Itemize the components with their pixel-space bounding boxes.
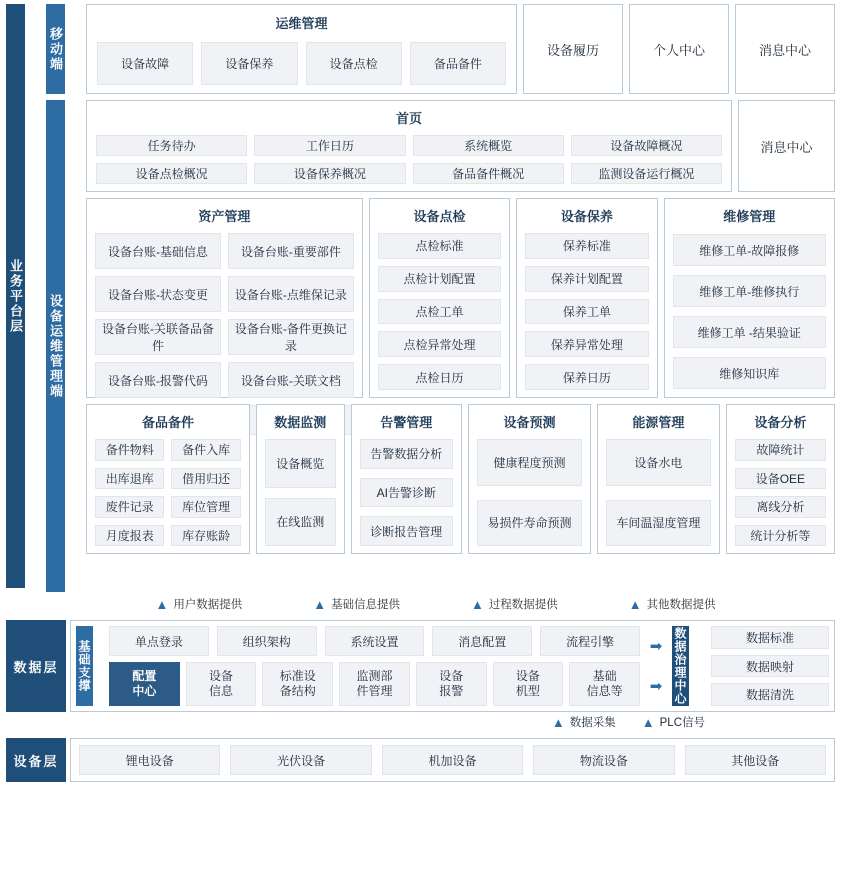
data-bottom-item-line1: 监测部 <box>356 669 393 683</box>
equipment-item[interactable]: 锂电设备 <box>79 745 220 775</box>
data-monitor-body <box>265 439 336 546</box>
up-arrow-icon: ▲ <box>641 714 655 730</box>
repair-item[interactable]: 维修工单 -结果验证 <box>673 316 826 348</box>
data-bottom-item-line2: 信息 <box>209 684 234 698</box>
data-monitor-title: 数据监测 <box>274 415 327 430</box>
maintenance-body <box>525 233 648 390</box>
data-bottom-item-line1: 设备 <box>439 669 464 683</box>
mobile-label-wrap <box>46 4 80 94</box>
home-item[interactable]: 系统概览 <box>413 135 564 156</box>
mobile-ops-item[interactable]: 设备保养 <box>201 42 297 85</box>
data-bottom-item-line2: 机型 <box>515 684 540 698</box>
equipment-layer-label-wrap <box>6 738 66 782</box>
equipment-layer-section <box>6 738 835 782</box>
home-item[interactable]: 监测设备运行概况 <box>571 163 722 184</box>
business-layer-label-wrap <box>6 4 42 592</box>
governance-item[interactable]: 数据标准 <box>711 626 829 649</box>
home-message-center[interactable]: 消息中心 <box>738 100 835 192</box>
data-bottom-item[interactable] <box>186 662 257 706</box>
predict-panel <box>468 404 591 554</box>
business-layer-content <box>46 4 835 592</box>
spare-item[interactable]: 备件物料 <box>95 439 164 461</box>
spare-parts-panel <box>86 404 250 554</box>
governance-label-wrap <box>672 626 706 706</box>
collect-label: PLC信号 <box>659 717 705 729</box>
equipment-layer-label: 设备层 <box>6 738 66 782</box>
data-bottom-item-line1: 设备 <box>515 669 540 683</box>
alarm-title: 告警管理 <box>380 415 433 430</box>
data-bottom-item[interactable] <box>493 662 564 706</box>
governance-arrows <box>645 626 667 706</box>
base-support-label-wrap <box>76 626 104 706</box>
energy-title: 能源管理 <box>632 415 685 430</box>
maintenance-item[interactable]: 保养异常处理 <box>525 331 648 357</box>
collect-label: 数据采集 <box>569 717 616 729</box>
home-title: 首页 <box>395 111 422 126</box>
data-layer-label: 数据层 <box>6 620 66 712</box>
data-bottom-item[interactable] <box>569 662 640 706</box>
spare-item[interactable]: 库位管理 <box>171 496 240 518</box>
right-arrow-icon: ➡ <box>649 678 663 695</box>
spare-item[interactable]: 备件入库 <box>171 439 240 461</box>
data-bottom-item-line2: 信息等 <box>586 684 623 698</box>
up-arrow-icon: ▲ <box>470 596 484 612</box>
data-bottom-item[interactable] <box>262 662 333 706</box>
repair-item[interactable]: 维修工单-维修执行 <box>673 275 826 307</box>
home-item[interactable]: 设备故障概况 <box>571 135 722 156</box>
mobile-ops-grid <box>97 42 506 85</box>
collect-arrows-row <box>6 712 835 732</box>
data-layer-bottom-items <box>109 662 640 706</box>
data-layer-row <box>6 620 835 712</box>
energy-item[interactable]: 车间温湿度管理 <box>606 500 711 547</box>
equipment-item[interactable]: 物流设备 <box>533 745 674 775</box>
spare-parts-grid <box>95 439 241 546</box>
config-center[interactable] <box>109 662 180 706</box>
repair-panel <box>664 198 835 398</box>
data-layer-main <box>109 626 640 706</box>
mobile-extra-item[interactable]: 消息中心 <box>735 4 835 94</box>
home-item[interactable]: 设备保养概况 <box>254 163 405 184</box>
collect-arrow-item <box>642 714 705 730</box>
base-support-label: 基础支撑 <box>76 626 93 706</box>
inspection-item[interactable]: 点检标准 <box>378 233 501 259</box>
equipment-item[interactable]: 其他设备 <box>685 745 826 775</box>
business-layer-label: 业务平台层 <box>6 4 25 588</box>
data-bottom-item-line2: 报警 <box>439 684 464 698</box>
data-bottom-item[interactable] <box>339 662 410 706</box>
maintenance-item[interactable]: 保养计划配置 <box>525 266 648 292</box>
data-top-item[interactable]: 系统设置 <box>325 626 425 656</box>
analysis-title: 设备分析 <box>754 415 807 430</box>
data-layer-panel <box>70 620 835 712</box>
asset-item[interactable]: 设备台账-报警代码 <box>95 362 221 398</box>
asset-management-panel <box>86 198 363 398</box>
up-arrow-icon: ▲ <box>628 596 642 612</box>
provide-arrow-label: 过程数据提供 <box>488 599 558 611</box>
spare-item[interactable]: 库存账龄 <box>171 525 240 547</box>
inspection-item[interactable]: 点检计划配置 <box>378 266 501 292</box>
repair-body <box>673 233 826 390</box>
provide-arrow-label: 用户数据提供 <box>173 599 243 611</box>
device-ops-section <box>46 100 835 592</box>
extended-modules-section <box>86 404 835 554</box>
home-item[interactable]: 任务待办 <box>96 135 247 156</box>
collect-arrow-item <box>552 714 616 730</box>
home-grid <box>96 135 722 184</box>
core-modules-section <box>86 198 835 398</box>
asset-item[interactable]: 设备台账-状态变更 <box>95 276 221 312</box>
spare-item[interactable]: 月度报表 <box>95 525 164 547</box>
maintenance-panel <box>516 198 657 398</box>
alarm-body <box>360 439 453 546</box>
analysis-item[interactable]: 离线分析 <box>735 496 826 518</box>
data-bottom-item-line1: 设备 <box>209 669 234 683</box>
governance-label: 数据治理中心 <box>673 627 687 705</box>
asset-item[interactable]: 设备台账-重要部件 <box>228 233 354 269</box>
data-top-item[interactable]: 流程引擎 <box>540 626 640 656</box>
asset-item[interactable]: 设备台账-关联备品备件 <box>95 319 221 355</box>
asset-item[interactable]: 设备台账-基础信息 <box>95 233 221 269</box>
predict-body <box>477 439 582 546</box>
up-arrow-icon: ▲ <box>551 714 565 730</box>
home-panel <box>86 100 732 192</box>
data-bottom-item-line2: 备结构 <box>279 684 316 698</box>
asset-item[interactable]: 设备台账-点维保记录 <box>228 276 354 312</box>
provide-arrow-item <box>629 596 716 612</box>
mobile-main <box>86 4 835 94</box>
alarm-item[interactable]: 诊断报告管理 <box>360 516 453 546</box>
device-ops-main <box>86 100 835 592</box>
repair-item[interactable]: 维修工单-故障报修 <box>673 234 826 266</box>
up-arrow-icon: ▲ <box>155 596 169 612</box>
asset-management-title: 资产管理 <box>198 209 251 224</box>
inspection-item[interactable]: 点检工单 <box>378 299 501 325</box>
data-bottom-item-line1: 标准设 <box>279 669 316 683</box>
spare-item[interactable]: 借用归还 <box>171 468 240 490</box>
repair-title: 维修管理 <box>723 209 776 224</box>
data-layer-label-wrap <box>6 620 66 712</box>
mobile-ops-item[interactable]: 备品备件 <box>410 42 506 85</box>
provide-arrow-item <box>471 596 558 612</box>
maintenance-item[interactable]: 保养日历 <box>525 364 648 390</box>
mobile-ops-title: 运维管理 <box>275 16 328 31</box>
data-top-item[interactable]: 单点登录 <box>109 626 209 656</box>
asset-item[interactable]: 设备台账-关联文档 <box>228 362 354 398</box>
asset-item[interactable]: 设备台账-备件更换记录 <box>228 319 354 355</box>
data-layer-top-items <box>109 626 640 656</box>
mobile-section <box>46 4 835 94</box>
spare-parts-title: 备品备件 <box>141 415 194 430</box>
device-ops-label: 设备运维管理端 <box>46 100 65 592</box>
provide-arrows-row <box>0 592 841 616</box>
mobile-extra-item[interactable]: 设备履历 <box>523 4 623 94</box>
mobile-ops-panel <box>86 4 517 94</box>
data-monitor-item[interactable]: 设备概览 <box>265 439 336 488</box>
data-layer-section <box>0 620 841 782</box>
home-section <box>86 100 835 192</box>
config-center-line1: 配置 <box>132 669 157 683</box>
inspection-body <box>378 233 501 390</box>
provide-arrow-label: 其他数据提供 <box>646 599 716 611</box>
inspection-panel <box>369 198 510 398</box>
predict-title: 设备预测 <box>503 415 556 430</box>
inspection-item[interactable]: 点检日历 <box>378 364 501 390</box>
analysis-item[interactable]: 设备OEE <box>735 468 826 490</box>
data-monitor-item[interactable]: 在线监测 <box>265 498 336 547</box>
up-arrow-icon: ▲ <box>313 596 327 612</box>
energy-body <box>606 439 711 546</box>
spare-item[interactable]: 出库退库 <box>95 468 164 490</box>
home-item[interactable]: 工作日历 <box>254 135 405 156</box>
data-bottom-item-line2: 件管理 <box>356 684 393 698</box>
maintenance-item[interactable]: 保养标准 <box>525 233 648 259</box>
home-item[interactable]: 设备点检概况 <box>96 163 247 184</box>
governance-item[interactable]: 数据清洗 <box>711 683 829 706</box>
energy-item[interactable]: 设备水电 <box>606 439 711 486</box>
alarm-item[interactable]: 告警数据分析 <box>360 439 453 469</box>
predict-item[interactable]: 易损件寿命预测 <box>477 500 582 547</box>
governance-item[interactable]: 数据映射 <box>711 655 829 678</box>
right-arrow-icon: ➡ <box>649 638 663 655</box>
maintenance-item[interactable]: 保养工单 <box>525 299 648 325</box>
analysis-item[interactable]: 统计分析等 <box>735 525 826 547</box>
inspection-item[interactable]: 点检异常处理 <box>378 331 501 357</box>
provide-arrow-item <box>155 596 242 612</box>
alarm-item[interactable]: AI告警诊断 <box>360 478 453 508</box>
alarm-panel <box>351 404 462 554</box>
analysis-body <box>735 439 826 546</box>
data-top-item[interactable]: 消息配置 <box>432 626 532 656</box>
energy-panel <box>597 404 720 554</box>
home-item[interactable]: 备品备件概况 <box>413 163 564 184</box>
repair-item[interactable]: 维修知识库 <box>673 357 826 389</box>
device-ops-label-wrap <box>46 100 80 592</box>
data-bottom-item-line1: 基础 <box>592 669 617 683</box>
mobile-ops-item[interactable]: 设备点检 <box>306 42 402 85</box>
data-bottom-item[interactable] <box>416 662 487 706</box>
inspection-title: 设备点检 <box>413 209 466 224</box>
governance-items <box>711 626 829 706</box>
equipment-item[interactable]: 光伏设备 <box>230 745 371 775</box>
predict-item[interactable]: 健康程度预测 <box>477 439 582 486</box>
analysis-panel <box>726 404 835 554</box>
equipment-layer-panel <box>70 738 835 782</box>
data-monitor-panel <box>256 404 345 554</box>
mobile-label: 移动端 <box>46 4 65 94</box>
equipment-item[interactable]: 机加设备 <box>382 745 523 775</box>
mobile-extra-item[interactable]: 个人中心 <box>629 4 729 94</box>
provide-arrow-item <box>313 596 400 612</box>
mobile-ops-item[interactable]: 设备故障 <box>97 42 193 85</box>
spare-item[interactable]: 废件记录 <box>95 496 164 518</box>
analysis-item[interactable]: 故障统计 <box>735 439 826 461</box>
maintenance-title: 设备保养 <box>560 209 613 224</box>
provide-arrow-label: 基础信息提供 <box>331 599 401 611</box>
config-center-line2: 中心 <box>132 684 157 698</box>
data-top-item[interactable]: 组织架构 <box>217 626 317 656</box>
